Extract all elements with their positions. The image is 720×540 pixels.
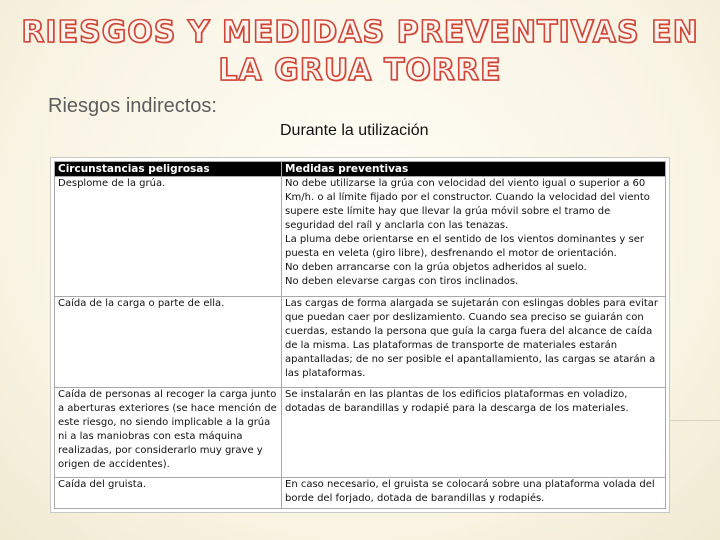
measures-cell [282,177,666,297]
table-header-row [55,162,666,177]
measure-text: No debe utilizarse la grúa con velocidad del viento igual o superior a 60 Km/h. o al límite fijado por el constructor. Cuando la velocidad del viento supere este límite hay que llevar la grúa móvil sobre el tramo de seguridad del raíl y anclarla con las tenazas. [285,178,650,232]
measures-cell [282,297,666,387]
measure-text: Las cargas de forma alargada se sujetarán con eslingas dobles para evitar que puedan caer por deslizamiento. Cuando sea preciso se guiarán con cuerdas, estando la persona que guía la carga fuera del alcance de caída de la misma. Las plataformas de transporte de materiales estarán apantalladas; de no ser posible el apantallamiento, las cargas se atarán a las plataformas. [285,298,659,380]
measures-cell [282,478,666,509]
decorative-line [668,420,720,421]
measure-text: Se instalarán en las plantas de los edificios plataformas en voladizo, dotadas de barandillas y rodapié para la descarga de los materiales. [285,388,629,414]
measures-cell [282,387,666,477]
table-row [55,387,666,477]
context-label: Durante la utilización [280,122,429,139]
measure-text: No deben arrancarse con la grúa objetos adheridos al suelo. [285,262,587,274]
slide-subtitle: Riesgos indirectos: [48,95,217,117]
measure-text: En caso necesario, el gruista se colocará sobre una plataforma volada del borde del forjado, dotada de barandillas y rodapiés. [285,479,655,505]
measure-text: No deben elevarse cargas con tiros inclinados. [285,276,519,288]
measure-text: La pluma debe orientarse en el sentido de los vientos dominantes y ser puesta en veleta (giro libre), desfrenando el motor de orientación. [285,234,644,260]
circumstance-cell: Caída de la carga o parte de ella. [55,297,282,387]
risk-table-container [50,157,670,513]
risk-table [54,161,666,509]
circumstance-cell: Caída del gruista. [55,478,282,509]
circumstance-cell: Desplome de la grúa. [55,177,282,297]
table-row [55,297,666,387]
header-circumstances: Circunstancias peligrosas [55,162,282,177]
circumstance-cell: Caída de personas al recoger la carga junto a aberturas exteriores (se hace mención de este riesgo, no siendo implicable a la grúa ni a las maniobras con esta máquina realizadas, por considerarlo muy grave y origen de accidentes). [55,387,282,477]
table-row [55,478,666,509]
header-measures: Medidas preventivas [282,162,666,177]
table-row [55,177,666,297]
slide-title: RIESGOS Y MEDIDAS PREVENTIVAS EN LA GRUA TORRE [21,15,699,88]
